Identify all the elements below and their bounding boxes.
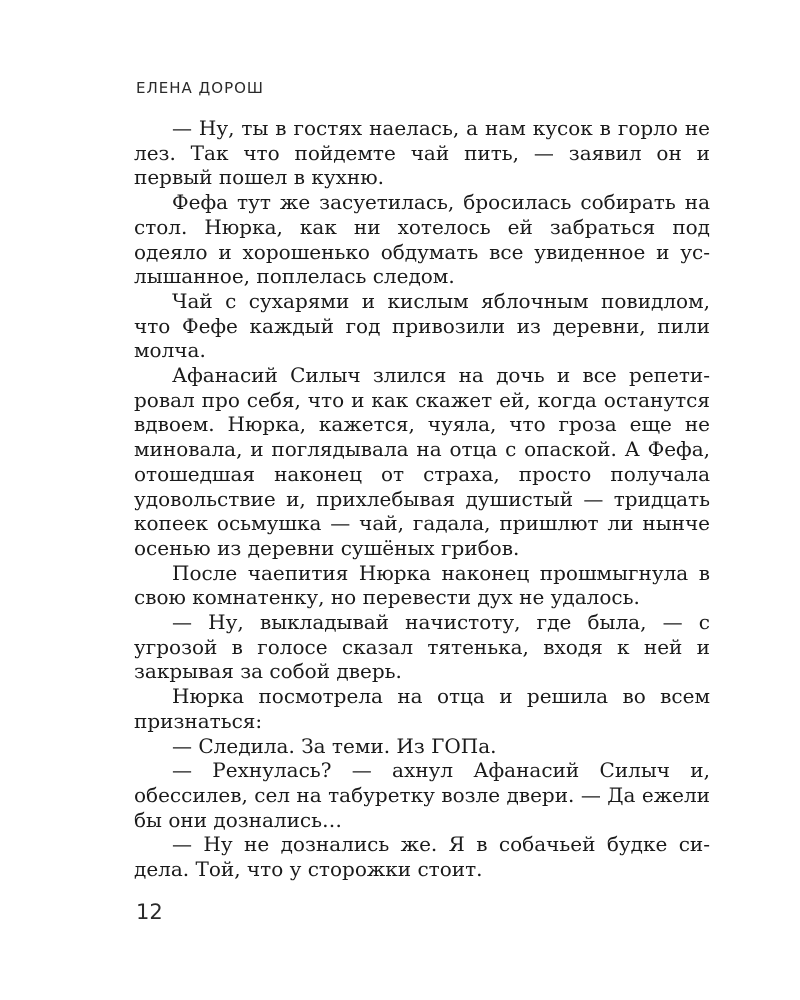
paragraph: — Ну, выкладывай начистоту, где была, — с угрозой в голосе сказал тятенька, входя к ней и закрывая за собой дверь. — [134, 610, 710, 684]
paragraph: — Ну, ты в гостях наелась, а нам кусок в горло не лез. Так что пойдемте чай пить, — заявил он и первый пошел в кухню. — [134, 116, 710, 190]
paragraph: — Следила. За теми. Из ГОПа. — [172, 733, 497, 758]
paragraph: Фефа тут же засуетилась, бросилась собирать на стол. Нюрка, как ни хотелось ей забраться под одеяло и хорошенько обдумать все увиденное и услышанное, поплелась следом. — [134, 190, 710, 289]
paragraph: Нюрка посмотрела на отца и решила во всем признаться: — [134, 684, 710, 733]
paragraph: — Ну не дознались же. Я в собачьей будке сидела. Той, что у сторожки стоит. — [134, 832, 710, 882]
paragraph: — Рехнулась? — ахнул Афанасий Силыч и, обессилев, сел на табуретку возле двери. — Да ежели бы они дознались… — [134, 758, 710, 832]
body-text — [134, 116, 710, 882]
paragraph: Афанасий Силыч злился на дочь и все репетировал про себя, что и как скажет ей, когда останутся вдвоем. Нюрка, кажется, чуяла, что гроза еще не миновала, и поглядывала на отца с опаской. А Фефа, отошедшая наконец от страха, просто получала удовольствие и, прихлебывая душистый — тридцать копеек осьмушка — чай, гадала, пришлют ли нынче осенью из деревни сушёных грибов. — [134, 363, 710, 560]
paragraph: После чаепития Нюрка наконец прошмыгнула в свою комнатенку, но перевести дух не удалось. — [134, 560, 710, 610]
paragraph: Чай с сухарями и кислым яблочным повидлом, что Фефе каждый год привозили из деревни, пили молча. — [134, 288, 710, 363]
running-head-author: ЕЛЕНА ДОРОШ — [136, 79, 264, 97]
page-number: 12 — [136, 900, 163, 924]
